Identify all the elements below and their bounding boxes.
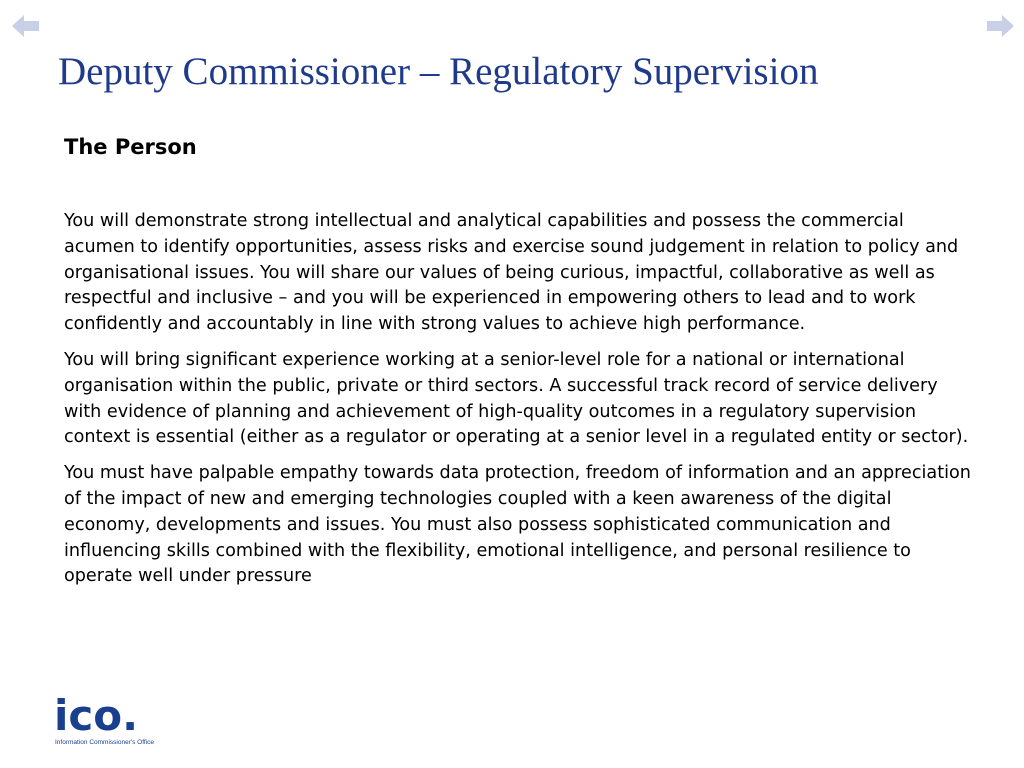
- logo-caption: Information Commissioner's Office: [55, 739, 155, 746]
- section-heading: The Person: [64, 135, 197, 159]
- ico-logo: [54, 692, 174, 754]
- body-text: [64, 209, 976, 600]
- previous-slide-button[interactable]: [12, 14, 40, 38]
- page-title: Deputy Commissioner – Regulatory Supervision: [58, 50, 819, 93]
- paragraph: You will demonstrate strong intellectual and analytical capabilities and possess the commercial acumen to identify opportunities, assess risks and exercise sound judgement in relation to policy and organisational issues. You will share our values of being curious, impactful, collaborative as well as respectful and inclusive – and you will be experienced in empowering others to lead and to work confidently and accountably in line with strong values to achieve high performance.: [64, 211, 959, 335]
- paragraph: You will bring significant experience working at a senior-level role for a national or international organisation within the public, private or third sectors. A successful track record of service delivery with evidence of planning and achievement of high-quality outcomes in a regulatory supervision context is essential (either as a regulator or operating at a senior level in a regulated entity or sector).: [64, 349, 969, 448]
- paragraph: You must have palpable empathy towards data protection, freedom of information and an appreciation of the impact of new and emerging technologies coupled with a keen awareness of the digital economy, developments and issues. You must also possess sophisticated communication and influencing skills combined with the flexibility, emotional intelligence, and personal resilience to operate well under pressure: [64, 463, 971, 587]
- arrow-right-icon: [986, 14, 1014, 38]
- next-slide-button[interactable]: [986, 14, 1014, 38]
- arrow-left-icon: [12, 14, 40, 38]
- logo-mark: ico.: [54, 691, 139, 740]
